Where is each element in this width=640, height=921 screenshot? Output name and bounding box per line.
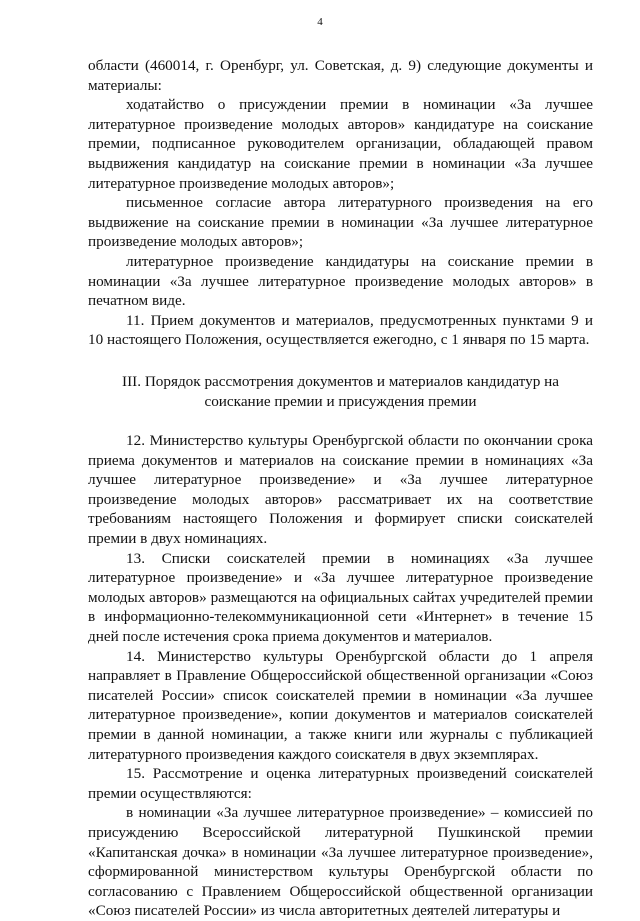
list-item-printed-work: литературное произведение кандидатуры на соискание премии в номинации «За лучшее литературное произведение молодых авторов» в печатном виде. bbox=[88, 252, 593, 310]
clause-15: 15. Рассмотрение и оценка литературных произведений соискателей премии осуществляются: bbox=[88, 765, 593, 802]
page-number: 4 bbox=[317, 16, 323, 28]
section-heading bbox=[88, 372, 593, 411]
clause-14: 14. Министерство культуры Оренбургской области до 1 апреля направляет в Правление Общероссийской общественной организации «Союз писателей России» список соискателей премии в номинации «За лучшее литературное произведение», копии документов и материалов соискателей премии в данной номинации, а также книги или журналы с публикацией литературного произведения каждого соискателя в двух экземплярах. bbox=[88, 647, 593, 763]
list-item-petition: ходатайство о присуждении премии в номинации «За лучшее литературное произведение молодых авторов» кандидатуре на соискание премии, подписанное руководителем организации, обладающей правом выдвижения кандидатур на соискание премии в номинации «За лучшее литературное произведение молодых авторов»; bbox=[88, 96, 593, 192]
clause-12: 12. Министерство культуры Оренбургской области по окончании срока приема документов и материалов на соискание премии в номинациях «За лучшее литературное произведение» и «За лучшее литературное произведение молодых авторов» рассматривает их на соответствие требованиям настоящего Положения и формирует списки соискателей премии в двух номинациях. bbox=[88, 432, 593, 548]
section-heading-line2: соискание премии и присуждения премии bbox=[204, 392, 477, 410]
clause-11: 11. Прием документов и материалов, предусмотренных пунктами 9 и 10 настоящего Положения, осуществляется ежегодно, с 1 января по 15 марта. bbox=[88, 311, 593, 349]
section-heading-line1: III. Порядок рассмотрения документов и материалов кандидатур на bbox=[122, 372, 559, 390]
list-item-consent: письменное согласие автора литературного произведения на его выдвижение на соискание премии в номинации «За лучшее литературное произведение молодых авторов»; bbox=[88, 194, 593, 251]
clause-13: 13. Списки соискателей премии в номинациях «За лучшее литературное произведение» и «За лучшее литературное произведение молодых авторов» размещаются на официальных сайтах учредителей премии в информационно-телекоммуникационной сети «Интернет» в течение 15 дней после истечения срока приема документов и материалов. bbox=[88, 549, 593, 646]
list-item-nomination-commission: в номинации «За лучшее литературное произведение» – комиссией по присуждению Всероссийской литературной Пушкинской премии «Капитанская дочка» в номинации «За лучшее литературное произведение», сформированной министерством культуры Оренбургской области по согласованию с Правлением Общероссийской общественной организации «Союз писателей России» из числа авторитетных деятелей литературы и bbox=[88, 804, 593, 920]
paragraph-continuation: области (460014, г. Оренбург, ул. Советская, д. 9) следующие документы и материалы: bbox=[88, 57, 593, 94]
document-body bbox=[88, 56, 593, 921]
